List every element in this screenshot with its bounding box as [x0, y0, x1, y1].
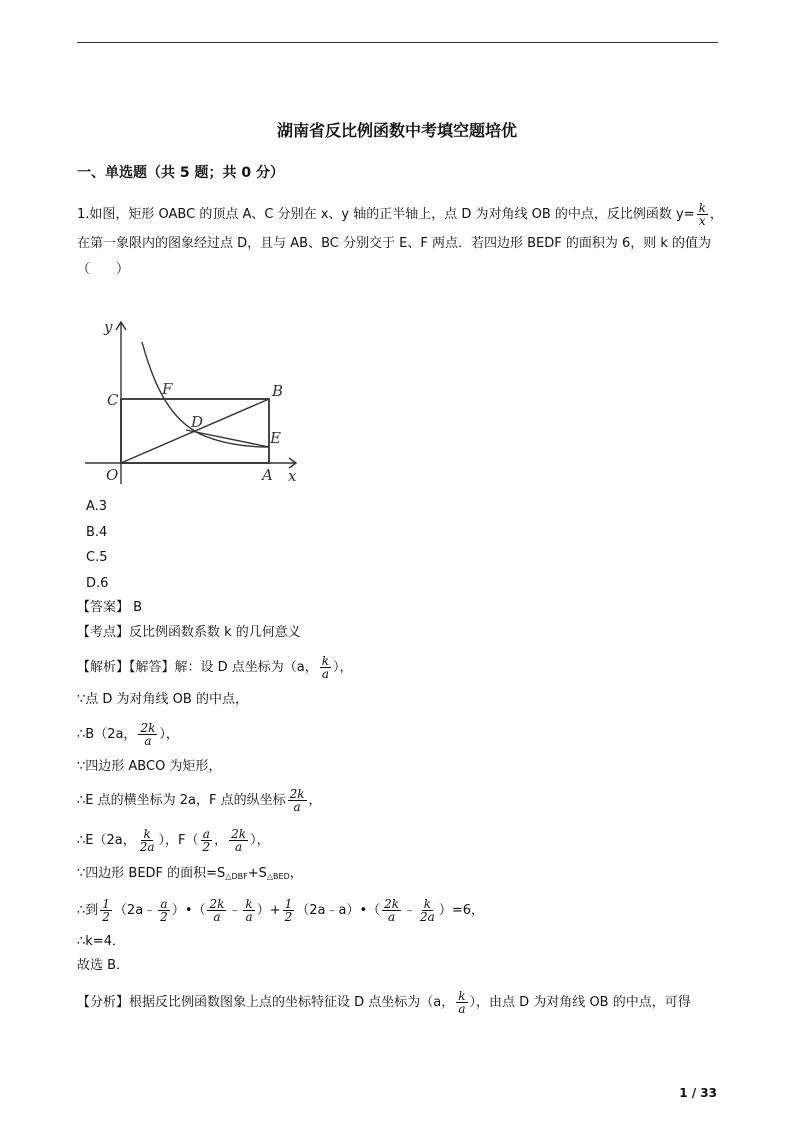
section-heading: 一、单选题（共 5 题；共 0 分） — [77, 165, 284, 181]
option-a: A.3 — [86, 499, 108, 514]
label-b: B — [272, 382, 284, 400]
solution-line-2: ∵点 D 为对角线 OB 的中点， — [77, 692, 248, 707]
header-rule — [77, 42, 718, 43]
label-f: F — [162, 380, 173, 398]
label-y: y — [104, 318, 113, 336]
solution-line-10: 故选 B． — [77, 958, 130, 973]
solution-line-9: ∴k=4． — [77, 934, 125, 949]
solution-line-7: ∵四边形 BEDF 的面积$=S_{\triangle DBF}+S_{\triangle BED}$， — [77, 866, 303, 881]
page-number: 1 / 33 — [679, 1086, 717, 1100]
question-line-3: （ ） — [77, 262, 130, 277]
solution-line-1: 【解析】【解答】解：设 D 点坐标为（a， $\frac{k}{a}$ ）， — [77, 654, 353, 681]
solution-line-5: ∴E 点的横坐标为 2a，F 点的纵坐标 $\frac{2k}{a}$ ， — [77, 787, 322, 814]
answer-line: 【答案】 B — [77, 600, 143, 615]
label-c: C — [107, 391, 119, 409]
solution-line-6: ∴E（2a， $\frac{k}{2a}$ ），F（ $\frac{a}{2}$ ， $\frac{2k}{a}$ ）， — [77, 827, 270, 854]
option-b: B.4 — [86, 525, 108, 540]
label-e: E — [270, 429, 281, 447]
solution-line-3: ∴B（2a， $\frac{2k}{a}$ ）， — [77, 721, 179, 748]
option-d: D.6 — [86, 576, 109, 591]
label-o: O — [106, 466, 119, 484]
document-title: 湖南省反比例函数中考填空题培优 — [276, 121, 517, 140]
fraction: $\frac{k}{x}$ — [698, 201, 706, 228]
question-line-1: 1.如图，矩形 OABC 的顶点 A、C 分别在 x、y 轴的正半轴上，点 D 为对角线 OB 的中点，反比例函数 y= $\frac{k}{x}$ ， — [77, 201, 723, 228]
solution-line-8: ∴到 $\frac{1}{2}$ （2a﹣ $\frac{a}{2}$ ）•（ $\frac{2k}{a}$ ﹣ $\frac{k}{a}$ ）+ $\frac{1}{2}$ （2a﹣a）•（ $\frac{2k}{a}$ ﹣ $\frac{k}{2a}$ ）=6， — [77, 897, 484, 924]
label-x: x — [288, 467, 297, 485]
question-line-2: 在第一象限内的图象经过点 D，且与 AB、BC 分别交于 E、F 两点．若四边形 BEDF 的面积为 6，则 k 的值为 — [77, 236, 712, 251]
geometry-figure — [80, 312, 310, 492]
label-d: D — [191, 413, 204, 431]
knowledge-point: 【考点】反比例函数系数 k 的几何意义 — [77, 625, 301, 640]
solution-line-4: ∵四边形 ABCO 为矩形， — [77, 759, 222, 774]
analysis-line: 【分析】根据反比例函数图象上点的坐标特征设 D 点坐标为（a， $\frac{k}{a}$ ），由点 D 为对角线 OB 的中点，可得 — [77, 989, 691, 1016]
label-a: A — [262, 466, 273, 484]
option-c: C.5 — [86, 550, 108, 565]
